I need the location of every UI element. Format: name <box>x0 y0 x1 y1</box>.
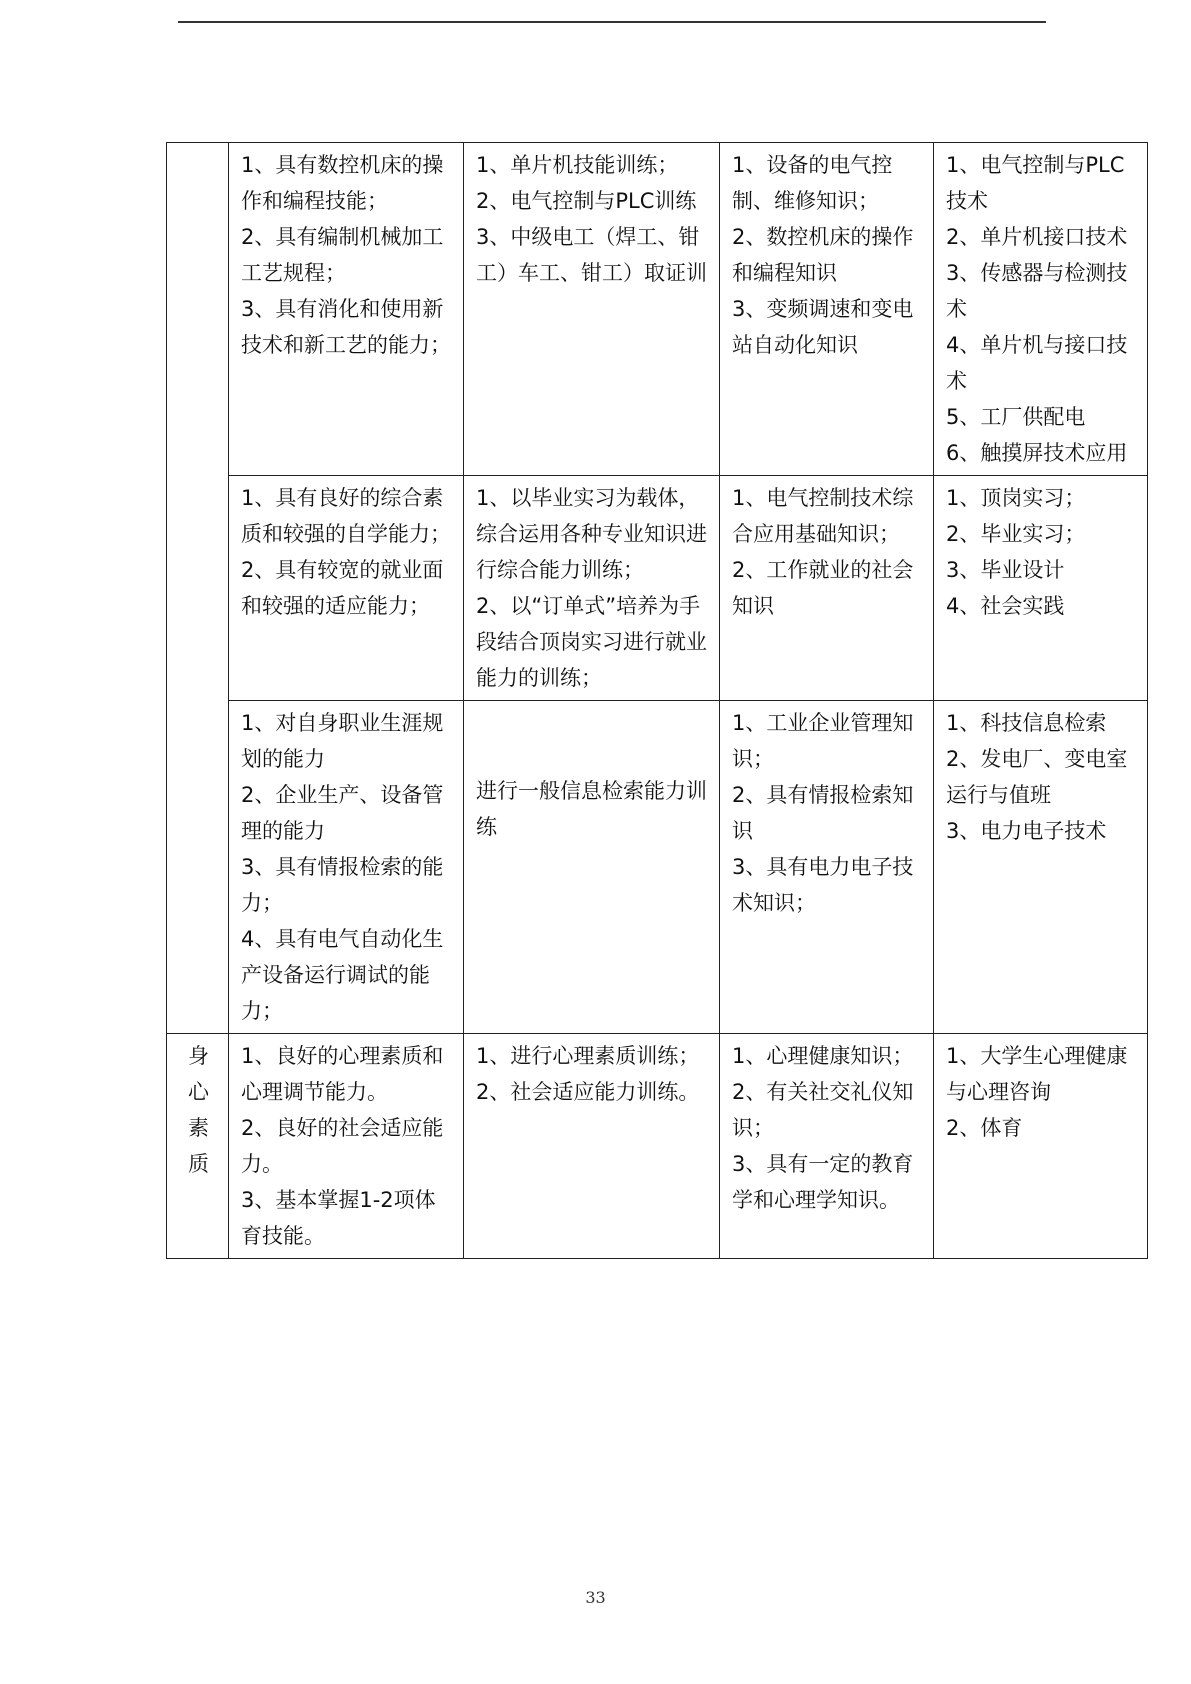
knowledge-cell: 1、心理健康知识； 2、有关社交礼仪知识； 3、具有一定的教育学和心理学知识。 <box>720 1034 934 1259</box>
ability-cell: 1、良好的心理素质和心理调节能力。 2、良好的社会适应能力。 3、基本掌握1-2项体育技能。 <box>229 1034 464 1259</box>
courses-cell: 1、电气控制与PLC技术 2、单片机接口技术 3、传感器与检测技术 4、单片机与接口技术 5、工厂供配电 6、触摸屏技术应用 <box>934 143 1148 476</box>
category-cell <box>167 143 229 1034</box>
knowledge-cell: 1、电气控制技术综合应用基础知识； 2、工作就业的社会知识 <box>720 476 934 701</box>
courses-cell: 1、顶岗实习； 2、毕业实习； 3、毕业设计 4、社会实践 <box>934 476 1148 701</box>
ability-cell: 1、对自身职业生涯规划的能力 2、企业生产、设备管理的能力 3、具有情报检索的能力； 4、具有电气自动化生产设备运行调试的能力； <box>229 701 464 1034</box>
table-row <box>167 1034 1148 1259</box>
page-number: 33 <box>585 1588 606 1607</box>
knowledge-cell: 1、设备的电气控制、维修知识； 2、数控机床的操作和编程知识 3、变频调速和变电站自动化知识 <box>720 143 934 476</box>
header-rule <box>178 21 1046 23</box>
training-cell: 1、进行心理素质训练； 2、社会适应能力训练。 <box>464 1034 720 1259</box>
training-cell: 进行一般信息检索能力训练 <box>464 701 720 1034</box>
training-cell: 1、以毕业实习为载体，综合运用各种专业知识进行综合能力训练； 2、以“订单式”培养为手段结合顶岗实习进行就业能力的训练； <box>464 476 720 701</box>
ability-cell: 1、具有数控机床的操作和编程技能； 2、具有编制机械加工工艺规程； 3、具有消化和使用新技术和新工艺的能力； <box>229 143 464 476</box>
ability-cell: 1、具有良好的综合素质和较强的自学能力； 2、具有较宽的就业面和较强的适应能力； <box>229 476 464 701</box>
table-row <box>167 143 1148 476</box>
category-cell: 身心素质 <box>167 1034 229 1259</box>
training-cell: 1、单片机技能训练； 2、电气控制与PLC训练 3、中级电工（焊工、钳工）车工、钳工）取证训 <box>464 143 720 476</box>
table-row <box>167 701 1148 1034</box>
courses-cell: 1、科技信息检索 2、发电厂、变电室运行与值班 3、电力电子技术 <box>934 701 1148 1034</box>
table-row <box>167 476 1148 701</box>
courses-cell: 1、大学生心理健康与心理咨询 2、体育 <box>934 1034 1148 1259</box>
curriculum-table <box>166 142 1148 1259</box>
knowledge-cell: 1、工业企业管理知识； 2、具有情报检索知识 3、具有电力电子技术知识； <box>720 701 934 1034</box>
